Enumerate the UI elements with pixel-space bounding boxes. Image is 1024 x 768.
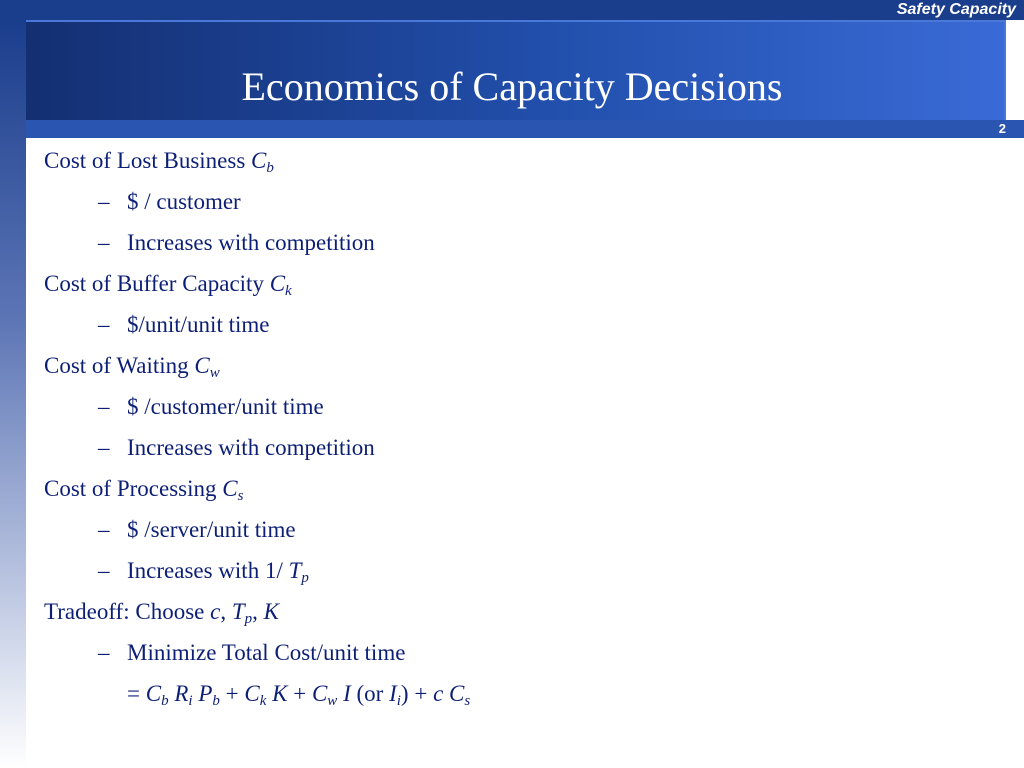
slide-title: Economics of Capacity Decisions	[241, 64, 783, 109]
top-header-bar	[0, 0, 1024, 20]
left-gradient-strip	[0, 20, 26, 768]
dash-marker: –	[98, 312, 110, 337]
bullet-lost-business: Cost of Lost Business $C_b$	[44, 148, 274, 176]
sub-bullet: – $ /customer/unit time	[44, 389, 984, 430]
dash-marker: –	[98, 189, 110, 214]
dash-marker: –	[98, 517, 110, 542]
sub-bullet: – Minimize Total Cost/unit time	[44, 635, 984, 676]
dash-marker: –	[98, 558, 110, 583]
sub-bullet: – Increases with competition	[44, 430, 984, 471]
sub-bullet: – Increases with competition	[44, 225, 984, 266]
dash-marker: –	[98, 394, 110, 419]
total-cost-formula: = $C_b$ $R_i$ $P_b + C_k$ $K + C_w$ I (or $I_i) + c$ $C_s$	[127, 681, 471, 709]
header-label: Safety Capacity	[896, 1, 1016, 18]
sub-bullet: – Increases with 1/ $T_p$	[44, 553, 984, 594]
bullet-buffer-capacity: Cost of Buffer Capacity $C_k$	[44, 271, 292, 299]
sub-bullet: – $/unit/unit time	[44, 307, 984, 348]
dash-marker: –	[98, 640, 110, 665]
bullet-tradeoff: Tradeoff: Choose c, $T_p$, K	[44, 599, 279, 627]
sub-bullet: – $ / customer	[44, 184, 984, 225]
bullet-processing: Cost of Processing $C_s$	[44, 476, 244, 504]
bullet-waiting: Cost of Waiting $C_w$	[44, 353, 220, 381]
slide-body	[44, 143, 984, 717]
title-rule-bar	[26, 120, 1024, 138]
dash-marker: –	[98, 435, 110, 460]
dash-marker: –	[98, 230, 110, 255]
page-number: 2	[998, 121, 1006, 136]
sub-bullet: – $ /server/unit time	[44, 512, 984, 553]
